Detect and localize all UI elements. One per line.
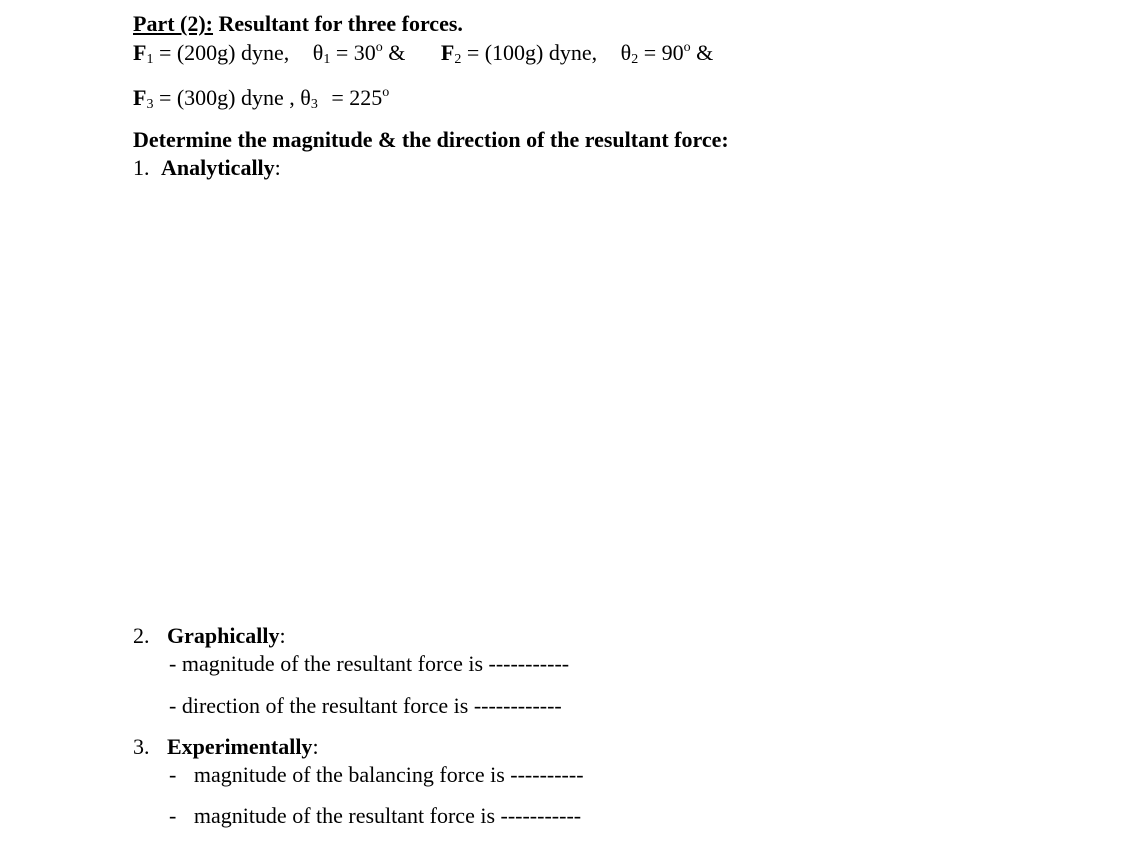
- part-title: Resultant for three forces.: [218, 11, 463, 36]
- part-heading: [133, 13, 463, 35]
- force-line-2: [133, 85, 390, 112]
- section-1-heading: [133, 157, 281, 179]
- theta3-value: = 225: [331, 85, 383, 110]
- f1-value: = (200g) dyne,: [158, 40, 290, 65]
- part-label: Part (2):: [133, 11, 214, 36]
- section-3-item-1-dash: -: [169, 762, 177, 787]
- theta3-subscript: 3: [310, 97, 318, 112]
- section-3-colon: :: [312, 734, 319, 759]
- f2-symbol: F: [440, 40, 455, 65]
- f3-value: = (300g) dyne ,: [158, 85, 295, 110]
- theta2-subscript: 2: [631, 52, 639, 67]
- f1-symbol: F: [133, 40, 147, 65]
- theta1-subscript: 1: [323, 52, 331, 67]
- section-3-item-1-text: magnitude of the balancing force is ----------: [193, 762, 584, 787]
- theta1-degree: o: [375, 40, 383, 55]
- theta2-symbol: θ: [620, 40, 632, 65]
- section-2-item-2: - direction of the resultant force is ------------: [169, 693, 562, 718]
- section-1-number: 1.: [133, 155, 150, 180]
- section-2-item-1: - magnitude of the resultant force is -----------: [169, 651, 570, 676]
- section-3-heading: [133, 736, 319, 758]
- section-2-heading: [133, 625, 286, 647]
- theta2-degree: o: [683, 40, 691, 55]
- section-2-number: 2.: [133, 623, 150, 648]
- f2-value: = (100g) dyne,: [466, 40, 598, 65]
- section-2-colon: :: [279, 623, 286, 648]
- section-3-item-2: [169, 805, 581, 827]
- section-2-title: Graphically: [167, 623, 280, 648]
- ampersand-2: &: [696, 40, 714, 65]
- section-3-title: Experimentally: [167, 734, 313, 759]
- section-3-item-2-text: magnitude of the resultant force is -----------: [193, 803, 582, 828]
- theta2-value: = 90: [643, 40, 684, 65]
- question-text: Determine the magnitude & the direction of the resultant force:: [133, 127, 729, 152]
- section-3-number: 3.: [133, 734, 150, 759]
- f2-subscript: 2: [454, 52, 462, 67]
- theta3-symbol: θ: [300, 85, 311, 110]
- theta3-degree: o: [382, 85, 390, 100]
- section-3-item-1: [169, 764, 584, 786]
- section-1-title: Analytically: [161, 155, 275, 180]
- section-1-colon: :: [274, 155, 281, 180]
- f3-symbol: F: [133, 85, 147, 110]
- theta1-value: = 30: [335, 40, 376, 65]
- force-line-1: [133, 40, 714, 67]
- f3-subscript: 3: [146, 97, 154, 112]
- ampersand-1: &: [388, 40, 406, 65]
- section-3-item-2-dash: -: [169, 803, 177, 828]
- theta1-symbol: θ: [312, 40, 324, 65]
- f1-subscript: 1: [146, 52, 154, 67]
